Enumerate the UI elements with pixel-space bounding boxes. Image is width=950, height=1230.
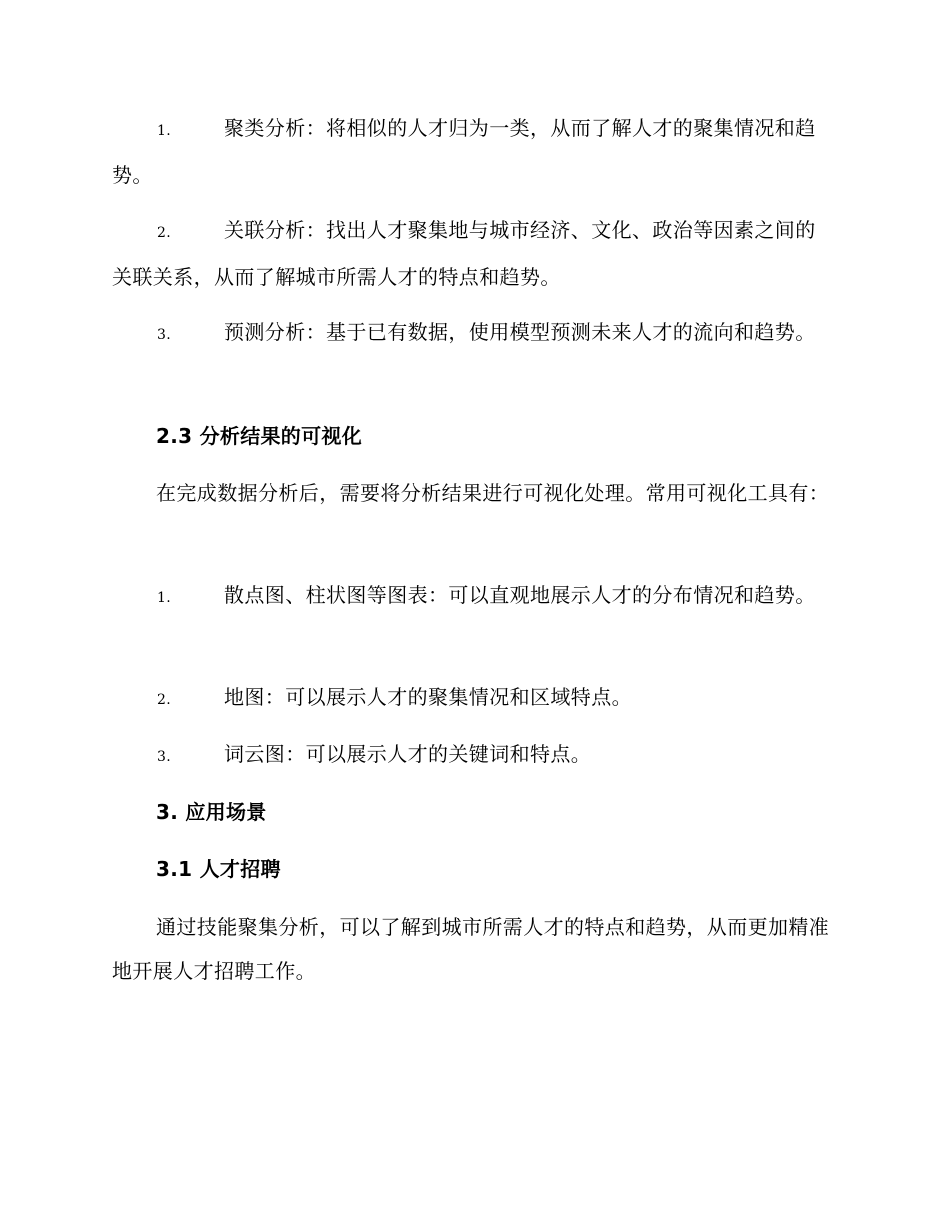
section-heading-2-3: 2.3 分析结果的可视化 bbox=[156, 424, 362, 448]
list-text: 预测分析：基于已有数据，使用模型预测未来人才的流向和趋势。 bbox=[224, 320, 816, 344]
list-item-wordcloud bbox=[112, 732, 832, 779]
list-item-map bbox=[112, 675, 832, 722]
list-number: 3. bbox=[157, 749, 172, 765]
list-text: 地图：可以展示人才的聚集情况和区域特点。 bbox=[224, 685, 632, 709]
list-text: 词云图：可以展示人才的关键词和特点。 bbox=[224, 742, 592, 766]
section-heading-3: 3. 应用场景 bbox=[156, 800, 267, 824]
list-number: 2. bbox=[157, 692, 172, 708]
list-item-association bbox=[112, 208, 832, 299]
list-number: 1. bbox=[157, 123, 172, 139]
list-text: 散点图、柱状图等图表：可以直观地展示人才的分布情况和趋势。 bbox=[224, 583, 816, 607]
list-number: 2. bbox=[157, 225, 172, 241]
list-item-clustering bbox=[112, 106, 832, 197]
paragraph-visualization-intro: 在完成数据分析后，需要将分析结果进行可视化处理。常用可视化工具有： bbox=[156, 481, 830, 505]
list-item-prediction bbox=[112, 310, 832, 357]
list-text: 关联分析：找出人才聚集地与城市经济、文化、政治等因素之间的关联关系，从而了解城市所需人才的特点和趋势。 bbox=[112, 218, 816, 289]
list-number: 1. bbox=[157, 590, 172, 606]
paragraph-recruitment: 通过技能聚集分析，可以了解到城市所需人才的特点和趋势，从而更加精准地开展人才招聘工作。 bbox=[112, 915, 830, 983]
list-text: 聚类分析：将相似的人才归为一类，从而了解人才的聚集情况和趋势。 bbox=[112, 116, 816, 187]
list-item-charts bbox=[112, 573, 832, 620]
section-heading-3-1: 3.1 人才招聘 bbox=[156, 857, 281, 881]
list-number: 3. bbox=[157, 327, 172, 343]
